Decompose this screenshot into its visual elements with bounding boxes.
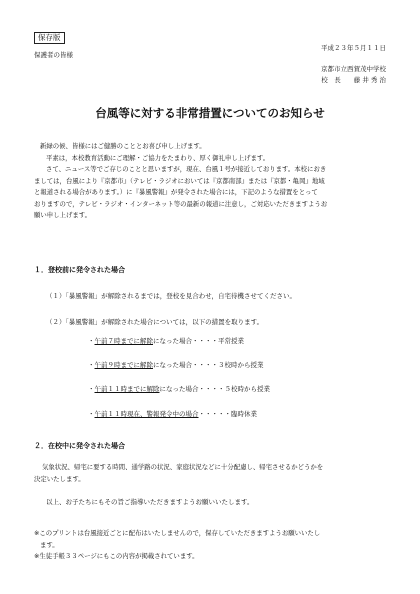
bullet-mark: ・	[88, 361, 95, 369]
intro-line: 平素は，本校教育活動にご理解・ご協力をたまわり、厚く御礼申し上げます。	[46, 153, 270, 162]
archive-stamp: 保存版	[34, 32, 65, 44]
intro-line: 願い申し上げます。	[34, 211, 92, 219]
note-line: ます。	[40, 540, 59, 549]
section-2-closing: 以上、お子たちにもその旨ご指導いただきますようお願いいたします。	[46, 498, 254, 506]
principal-name: 校 長 藤 井 秀 治	[321, 76, 386, 84]
bullet-mark: ・	[88, 410, 95, 418]
section-1-heading: １．登校前に発令された場合	[34, 266, 125, 274]
bullet-result: になった場合・・・・５校時から授業	[159, 385, 270, 393]
section-2-line: 決定いたします。	[34, 474, 85, 483]
school-name: 京都市立西賀茂中学校	[321, 65, 386, 73]
issue-date: 平成２３年５月１１日	[321, 44, 386, 52]
intro-line: おりますので，テレビ・ラジオ・インターネット等の最新の報道に注意し，ご対応いただきますようお	[34, 199, 328, 208]
section-2-text	[34, 462, 323, 485]
bullet-item	[88, 360, 264, 369]
section-1-item-2: （２）「暴風警報」が解除された場合については，以下の措置を取ります。	[46, 318, 264, 326]
bullet-mark: ・	[88, 385, 95, 393]
bullet-result: になった場合・・・・平常授業	[153, 337, 244, 345]
notes	[34, 528, 320, 563]
intro-paragraph	[34, 141, 327, 222]
bullet-item	[88, 409, 257, 418]
section-1-item-1: （１）「暴風警報」が解除されるまでは，登校を見合わせ，自宅待機させてください。	[46, 292, 297, 300]
intro-line: ましては，台風により『京都市』（テレビ・ラジオにおいては『京都南部』または『京都・亀岡』地域	[34, 176, 325, 185]
bullet-mark: ・	[88, 337, 95, 345]
intro-line: と報道される場合があります。）に『暴風警報』が発令された場合には，下記のような措置をとって	[34, 188, 318, 196]
bullet-time: 午前１１時までに解除	[94, 385, 160, 393]
intro-line: 新緑の候、皆様にはご健勝のこととお喜び申し上げます。	[40, 142, 206, 150]
addressee: 保護者の皆様	[34, 51, 73, 59]
bullet-result: になった場合・・・・３校時から授業	[153, 361, 264, 369]
bullet-result: ・・・・・臨時休業	[198, 410, 257, 418]
bullet-item	[88, 336, 244, 345]
bullet-time: 午前７時までに解除	[94, 337, 153, 345]
note-line: ※このプリントは台風接近ごとに配布はいたしませんので，保存していただきますようお願いいたし	[34, 529, 321, 537]
bullet-time: 午前９時までに解除	[94, 361, 153, 369]
section-2-line: 気象状況、帰宅に要する時間、通学路の状況、家庭状況などに十分配慮し、帰宅させるかどうかを	[42, 463, 324, 471]
bullet-item	[88, 384, 270, 393]
note-line: ※生徒手帳３３ページにもこの内容が掲載されています。	[34, 552, 199, 560]
section-2-heading: ２．在校中に発令された場合	[34, 442, 125, 450]
intro-line: さて、ニュース等でご存じのことと思いますが，現在、台風１号が接近しております。本校におき	[46, 165, 327, 173]
bullet-time: 午前１１時現在、警報発令中の場合	[94, 410, 199, 418]
document-title: 台風等に対する非常措置についてのお知らせ	[95, 106, 325, 120]
